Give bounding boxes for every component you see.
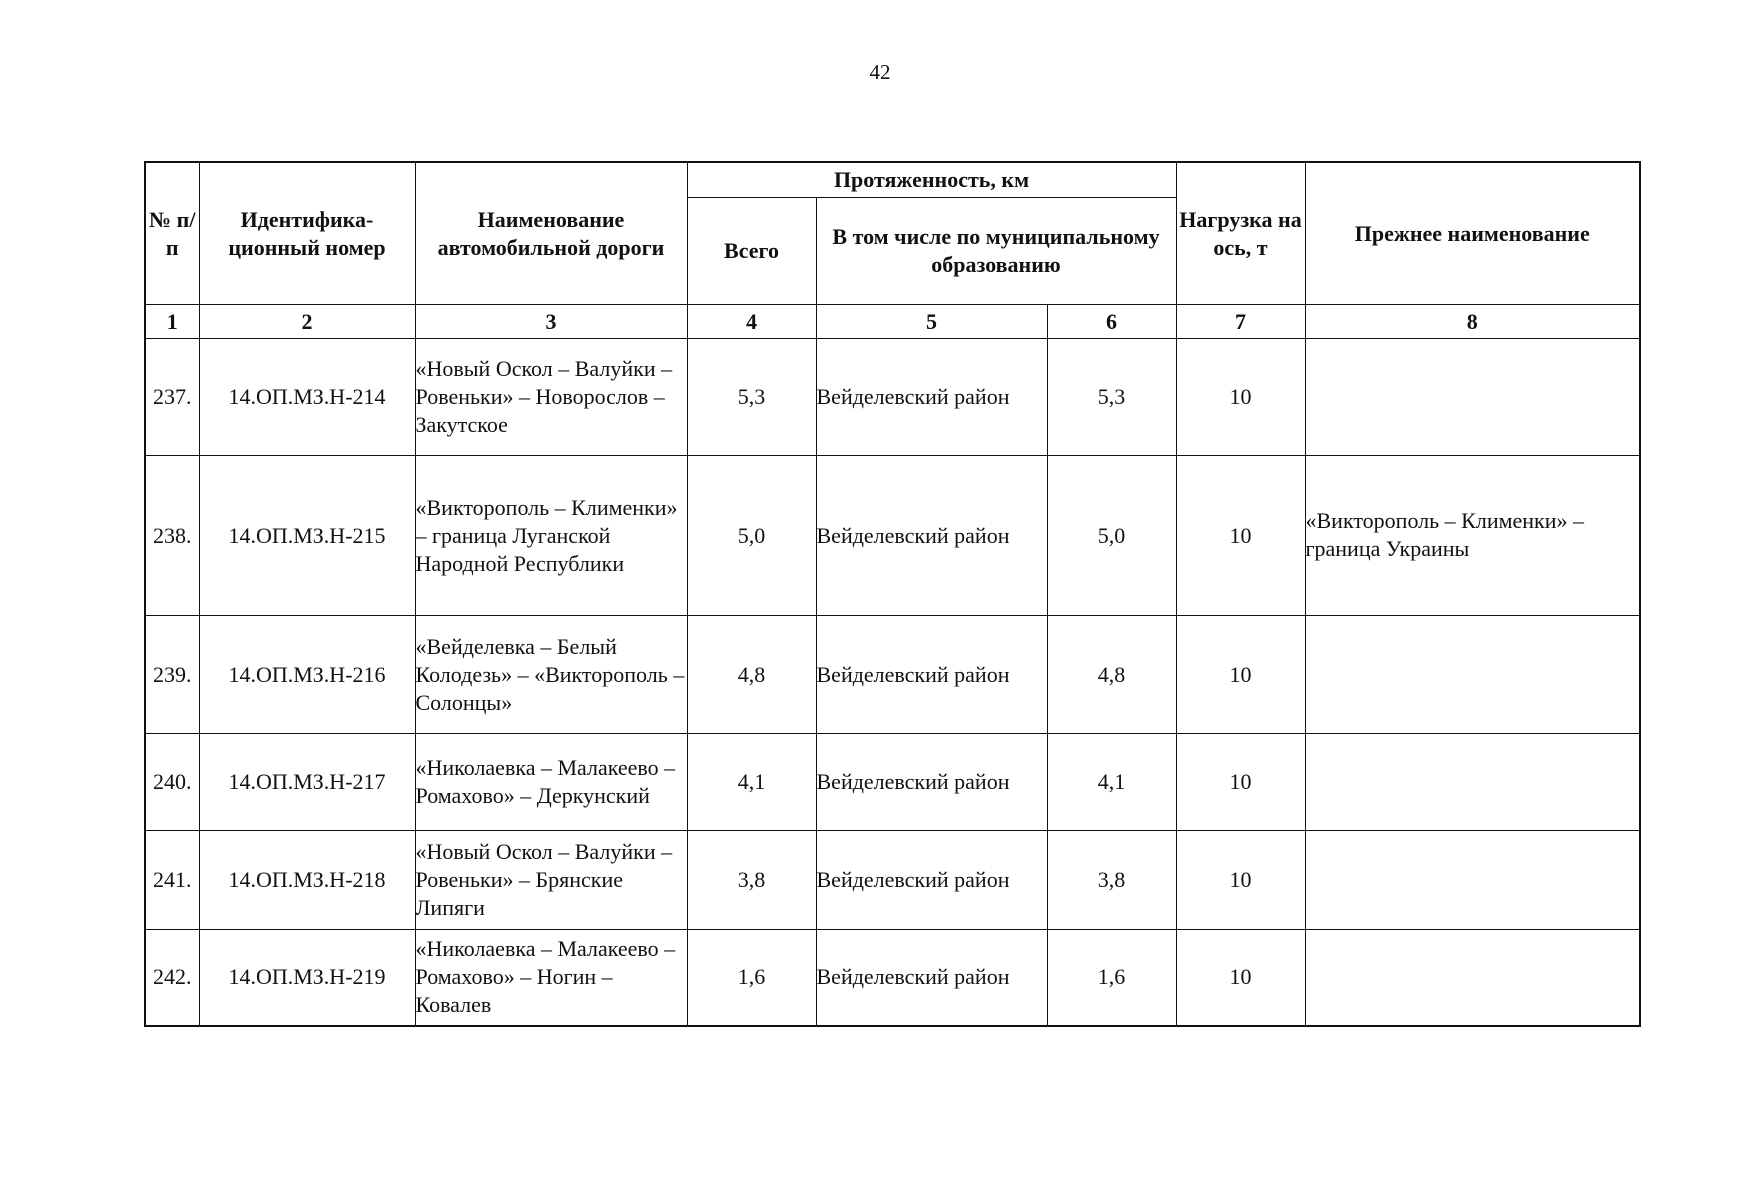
row-number: 238. [145,456,199,616]
municipality-name: Вейделевский район [816,456,1047,616]
length-total: 3,8 [687,831,816,930]
municipality-name: Вейделевский район [816,734,1047,831]
municipality-length: 4,1 [1047,734,1176,831]
previous-name [1305,930,1640,1026]
road-id: 14.ОП.МЗ.Н-219 [199,930,415,1026]
row-number: 239. [145,616,199,734]
axle-load: 10 [1176,831,1305,930]
road-id: 14.ОП.МЗ.Н-217 [199,734,415,831]
road-id: 14.ОП.МЗ.Н-218 [199,831,415,930]
municipality-length: 5,3 [1047,339,1176,456]
header-municipal: В том числе по муниципальному образованию [816,198,1176,305]
road-name: «Николаевка – Малакеево – Ромахово» – Деркунский [415,734,687,831]
row-number: 241. [145,831,199,930]
column-number: 8 [1305,305,1640,339]
road-name: «Николаевка – Малакеево – Ромахово» – Ногин – Ковалев [415,930,687,1026]
municipality-length: 4,8 [1047,616,1176,734]
road-id: 14.ОП.МЗ.Н-214 [199,339,415,456]
table-row [145,456,1640,616]
previous-name [1305,734,1640,831]
table-row [145,339,1640,456]
table-body [145,305,1640,1026]
municipality-name: Вейделевский район [816,616,1047,734]
row-number: 240. [145,734,199,831]
column-number: 3 [415,305,687,339]
municipality-name: Вейделевский район [816,831,1047,930]
road-name: «Вейделевка – Белый Колодезь» – «Викторополь – Солонцы» [415,616,687,734]
road-name: «Викторополь – Клименки» – граница Луганской Народной Республики [415,456,687,616]
road-id: 14.ОП.МЗ.Н-216 [199,616,415,734]
previous-name [1305,616,1640,734]
header-num: № п/п [145,162,199,305]
road-name: «Новый Оскол – Валуйки – Ровеньки» – Брянские Липяги [415,831,687,930]
row-number: 237. [145,339,199,456]
header-total: Всего [687,198,816,305]
table-row [145,930,1640,1026]
axle-load: 10 [1176,616,1305,734]
length-total: 4,8 [687,616,816,734]
roads-table [144,161,1641,1027]
municipality-length: 5,0 [1047,456,1176,616]
page-number: 42 [869,60,891,84]
header-road-name: Наименование автомобильной дороги [415,162,687,305]
axle-load: 10 [1176,734,1305,831]
column-numbers-row [145,305,1640,339]
header-id: Идентифика-ционный номер [199,162,415,305]
column-number: 2 [199,305,415,339]
length-total: 5,3 [687,339,816,456]
length-total: 1,6 [687,930,816,1026]
column-number: 4 [687,305,816,339]
municipality-length: 3,8 [1047,831,1176,930]
municipality-name: Вейделевский район [816,930,1047,1026]
row-number: 242. [145,930,199,1026]
column-number: 7 [1176,305,1305,339]
table-row [145,831,1640,930]
column-number: 5 [816,305,1047,339]
previous-name [1305,831,1640,930]
length-total: 4,1 [687,734,816,831]
axle-load: 10 [1176,339,1305,456]
column-number: 6 [1047,305,1176,339]
axle-load: 10 [1176,456,1305,616]
header-length: Протяженность, км [687,162,1176,198]
previous-name [1305,339,1640,456]
road-name: «Новый Оскол – Валуйки – Ровеньки» – Новорослов – Закутское [415,339,687,456]
length-total: 5,0 [687,456,816,616]
header-previous-name: Прежнее наименование [1305,162,1640,305]
previous-name-text: «Викторополь – Клименки» – граница Украины [1305,507,1585,561]
column-number: 1 [145,305,199,339]
road-id: 14.ОП.МЗ.Н-215 [199,456,415,616]
axle-load: 10 [1176,930,1305,1026]
header-load: Нагрузка на ось, т [1176,162,1305,305]
municipality-name: Вейделевский район [816,339,1047,456]
table-row [145,616,1640,734]
previous-name [1305,456,1640,616]
municipality-length: 1,6 [1047,930,1176,1026]
table-row [145,734,1640,831]
